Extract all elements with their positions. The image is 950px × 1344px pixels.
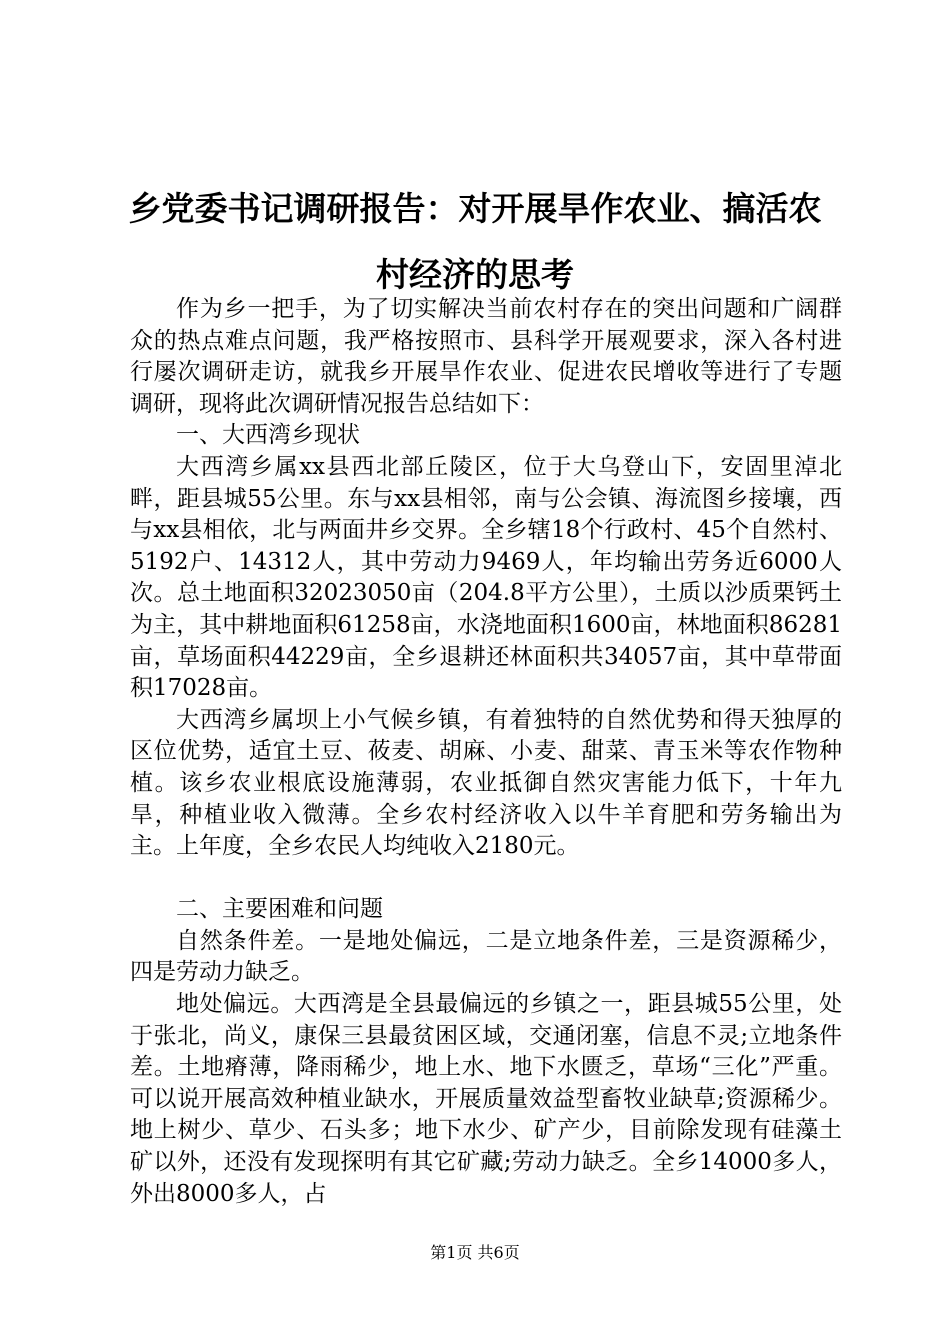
paragraph-climate: 大西湾乡属坝上小气候乡镇，有着独特的自然优势和得天独厚的区位优势，适宜土豆、莜麦、胡麻、小麦、甜菜、青玉米等农作物种植。该乡农业根底设施薄弱，农业抵御自然灾害能力低下，十年九旱，种植业收入微薄。全乡农村经济收入以牛羊育肥和劳务输出为主。上年度，全乡农民人均纯收入2180元。 [130,706,842,860]
paragraph-remote: 地处偏远。大西湾是全县最偏远的乡镇之一，距县城55公里，处于张北，尚义，康保三县最贫困区域，交通闭塞，信息不灵;立地条件差。土地瘠薄，降雨稀少，地上水、地下水匮乏，草场“三化”严重。可以说开展高效种植业缺水，开展质量效益型畜牧业缺草;资源稀少。地上树少、草少、石头多；地下水少、矿产少，目前除发现有硅藻土矿以外，还没有发现探明有其它矿藏;劳动力缺乏。全乡14000多人，外出8000多人，占 [130,991,842,1207]
document-title: 乡党委书记调研报告：对开展旱作农业、搞活农村经济的思考 [128,189,822,294]
page-footer: 第1页 共6页 [430,1243,520,1262]
document-body [130,294,842,1210]
paragraph-overview: 大西湾乡属xx县西北部丘陵区，位于大乌登山下，安固里淖北畔，距县城55公里。东与xx县相邻，南与公会镇、海流图乡接壤，西与xx县相依，北与两面井乡交界。全乡辖18个行政村、45个自然村、5192户、14312人，其中劳动力9469人，年均输出劳务近6000人次。总土地面积32023050亩（204.8平方公里），土质以沙质栗钙土为主，其中耕地面积61258亩，水浇地面积1600亩，林地面积86281亩，草场面积44229亩，全乡退耕还林面积共34057亩，其中草带面积17028亩。 [130,453,842,702]
blank-line [130,863,842,895]
section-heading-2: 二、主要困难和问题 [176,896,383,923]
paragraph-intro: 作为乡一把手，为了切实解决当前农村存在的突出问题和广阔群众的热点难点问题，我严格按照市、县科学开展观要求，深入各村进行屡次调研走访，就我乡开展旱作农业、促进农民增收等进行了专题调研，现将此次调研情况报告总结如下： [130,296,842,417]
paragraph-conditions: 自然条件差。一是地处偏远，二是立地条件差，三是资源稀少，四是劳动力缺乏。 [130,927,842,986]
section-heading-1: 一、大西湾乡现状 [176,422,360,449]
